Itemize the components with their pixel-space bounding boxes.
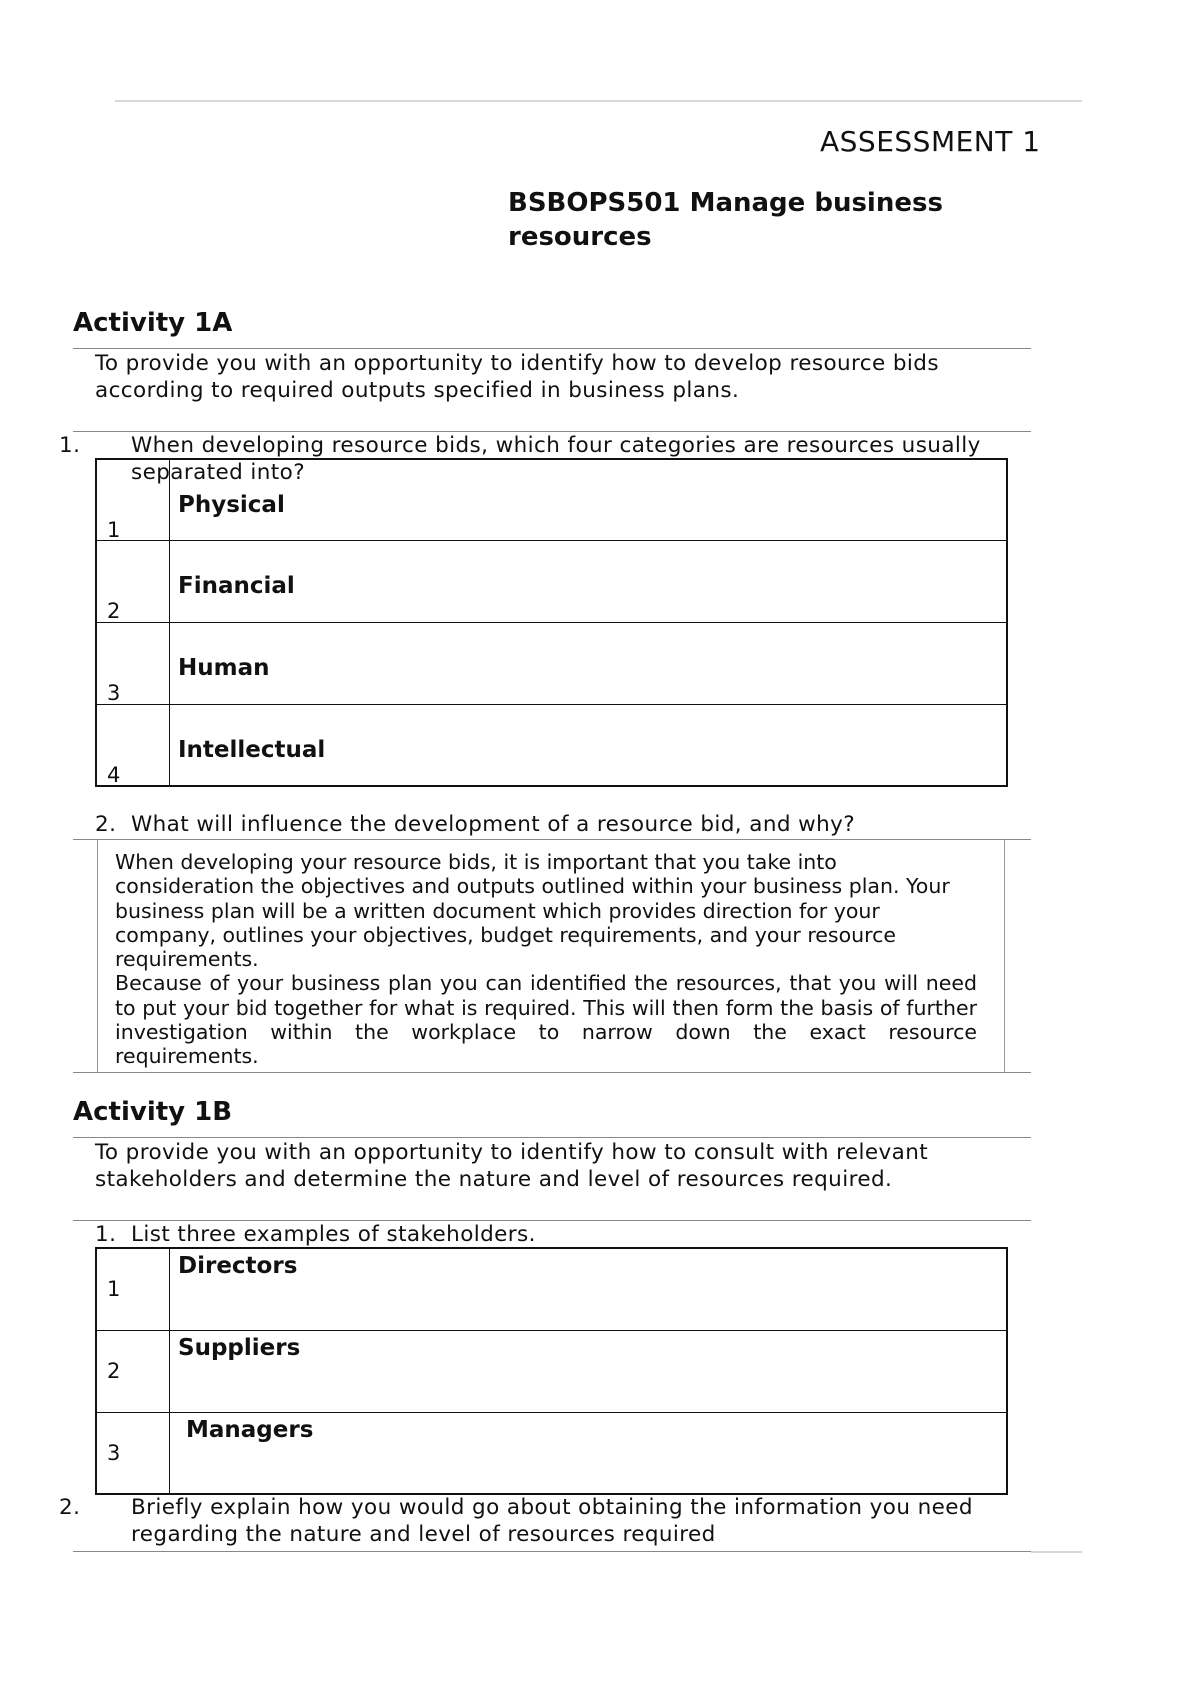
- row-number-cell: [96, 622, 170, 704]
- activity-1b-question-2-rule: [73, 1551, 1031, 1552]
- row-number: 1: [107, 1277, 121, 1301]
- activity-1b-question-1: [95, 1221, 1015, 1248]
- answer-cell[interactable]: [170, 540, 1008, 622]
- row-number-cell: [96, 704, 170, 786]
- table-row: [96, 1412, 1007, 1494]
- activity-1a-heading: Activity 1A: [73, 308, 233, 338]
- activity-1a-question-2: [95, 811, 1015, 838]
- activity-1b-intro: To provide you with an opportunity to identify how to consult with relevant stakeholders and determine the nature and level of resources required.: [95, 1140, 929, 1192]
- answer-cell[interactable]: [170, 704, 1008, 786]
- question-number: 2.: [59, 1495, 81, 1520]
- question-text: List three examples of stakeholders.: [131, 1222, 536, 1247]
- activity-1a-intro: To provide you with an opportunity to identify how to develop resource bids according to required outputs specified in business plans.: [95, 351, 939, 403]
- row-number: 4: [107, 762, 121, 787]
- question-number: 2.: [95, 812, 117, 837]
- answer-cell[interactable]: [170, 1412, 1008, 1494]
- table-row: [96, 704, 1007, 786]
- answer-text: Human: [178, 654, 270, 681]
- activity-1b-stakeholders-table: [95, 1247, 1008, 1495]
- answer-text: Suppliers: [178, 1334, 301, 1361]
- table-row: [96, 1248, 1007, 1330]
- question-number: 1.: [95, 1222, 117, 1247]
- question-text: When developing resource bids, which four categories are resources usually separated into?: [131, 433, 981, 485]
- answer-cell[interactable]: [170, 1330, 1008, 1412]
- answer-text: Financial: [178, 572, 295, 599]
- table-row: [96, 459, 1007, 540]
- answer-paragraph: When developing your resource bids, it is important that you take into consideration the objectives and outputs outlined within your business plan. Your business plan will be a written document which provides direction for your company, outlines your objectives, budget requirements, and your resource requirements.: [115, 850, 950, 972]
- table-row: [96, 1330, 1007, 1412]
- row-number-cell: [96, 1412, 170, 1494]
- activity-1b-intro-top-rule: [73, 1137, 1031, 1138]
- answer-text: Managers: [178, 1416, 314, 1443]
- row-number: 2: [107, 598, 121, 623]
- activity-1a-categories-table: [95, 458, 1008, 787]
- assessment-title: ASSESSMENT 1: [820, 125, 1041, 158]
- page-bottom-rule: [1031, 1551, 1082, 1553]
- answer-cell[interactable]: [170, 1248, 1008, 1330]
- question-number: 1.: [59, 433, 81, 458]
- unit-title: BSBOPS501 Manage business resources: [508, 188, 943, 252]
- question-text: Briefly explain how you would go about obtaining the information you need regarding the nature and level of resources required: [131, 1495, 973, 1547]
- answer-paragraph: Because of your business plan you can identified the resources, that you will need to put your bid together for what is required. This will then form the basis of further investigation within the workplace to narrow down the exact resource requirements.: [115, 971, 977, 1069]
- row-number-cell: [96, 540, 170, 622]
- answer-box-bottom-rule: [73, 1072, 1031, 1073]
- row-number: 3: [107, 680, 121, 705]
- row-number-cell: [96, 1248, 170, 1330]
- answer-text: Intellectual: [178, 736, 326, 763]
- answer-body: [115, 840, 977, 1069]
- activity-1a-intro-top-rule: [73, 348, 1031, 349]
- answer-cell[interactable]: [170, 459, 1008, 540]
- table-row: [96, 540, 1007, 622]
- row-number: 2: [107, 1358, 121, 1383]
- answer-text: Directors: [178, 1253, 298, 1279]
- row-number-cell: [96, 459, 170, 540]
- row-number: 3: [107, 1440, 121, 1465]
- answer-cell[interactable]: [170, 622, 1008, 704]
- page-top-rule: [115, 100, 1082, 102]
- row-number: 1: [107, 518, 121, 542]
- answer-text: Physical: [178, 492, 285, 518]
- activity-1b-heading: Activity 1B: [73, 1097, 233, 1127]
- question-text: What will influence the development of a resource bid, and why?: [131, 812, 856, 837]
- table-row: [96, 622, 1007, 704]
- activity-1b-question-2: [59, 1494, 1051, 1548]
- activity-1a-answer-box[interactable]: [97, 840, 1005, 1072]
- row-number-cell: [96, 1330, 170, 1412]
